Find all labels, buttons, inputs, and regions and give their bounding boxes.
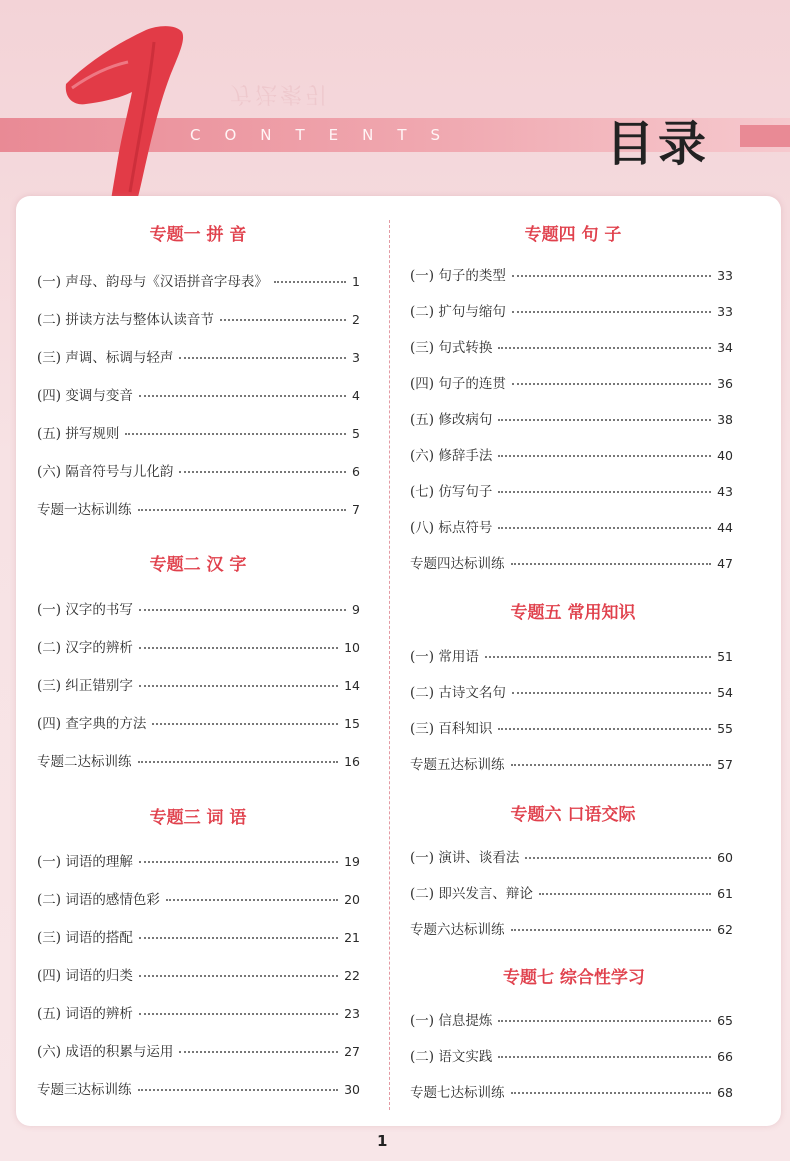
- toc-entry[interactable]: [410, 264, 733, 284]
- leader-dots: [139, 937, 338, 939]
- toc-entry[interactable]: [37, 1002, 360, 1022]
- toc-entry-page: 10: [344, 640, 360, 655]
- toc-entry[interactable]: [410, 846, 733, 866]
- toc-entry-label: (二) 即兴发言、辩论: [410, 886, 533, 902]
- toc-entry-page: 38: [717, 412, 733, 427]
- leader-dots: [525, 857, 711, 859]
- toc-entry[interactable]: [410, 882, 733, 902]
- leader-dots: [498, 728, 711, 730]
- toc-entry[interactable]: [37, 598, 360, 618]
- toc-entry-label: (六) 修辞手法: [410, 448, 493, 464]
- toc-entry-label: 专题四达标训练: [410, 556, 505, 572]
- page-number: 1: [377, 1132, 388, 1150]
- leader-dots: [511, 929, 712, 931]
- toc-entry[interactable]: [410, 717, 733, 737]
- toc-entry[interactable]: [37, 384, 360, 404]
- toc-entry[interactable]: [37, 712, 360, 732]
- toc-entry[interactable]: [410, 444, 733, 464]
- toc-entry-label: (一) 常用语: [410, 649, 479, 665]
- leader-dots: [139, 1013, 338, 1015]
- toc-entry-label: (一) 句子的类型: [410, 268, 506, 284]
- toc-entry-page: 15: [344, 716, 360, 731]
- page-title-text: 目录: [605, 115, 710, 172]
- toc-entry-label: (三) 声调、标调与轻声: [37, 350, 174, 366]
- toc-entry-label: 专题一达标训练: [37, 502, 132, 518]
- header-band-accent: [740, 125, 790, 147]
- leader-dots: [498, 419, 711, 421]
- toc-entry-page: 14: [344, 678, 360, 693]
- toc-entry-page: 9: [352, 602, 360, 617]
- toc-entry-page: 47: [717, 556, 733, 571]
- leader-dots: [179, 471, 346, 473]
- toc-entry-page: 7: [352, 502, 360, 517]
- toc-entry[interactable]: [37, 888, 360, 908]
- leader-dots: [512, 311, 711, 313]
- toc-entry-page: 36: [717, 376, 733, 391]
- leader-dots: [512, 692, 711, 694]
- toc-entry[interactable]: [410, 552, 733, 572]
- toc-entry-label: (二) 汉字的辨析: [37, 640, 133, 656]
- toc-entry-label: (三) 百科知识: [410, 721, 493, 737]
- section-title: 专题三 词 语: [149, 808, 247, 828]
- leader-dots: [485, 656, 711, 658]
- toc-entry[interactable]: [410, 336, 733, 356]
- leader-dots: [139, 861, 338, 863]
- section-title: 专题五 常用知识: [510, 603, 636, 623]
- toc-entry-page: 2: [352, 312, 360, 327]
- leader-dots: [498, 455, 711, 457]
- toc-entry-label: (二) 古诗文名句: [410, 685, 506, 701]
- toc-entry-label: (四) 词语的归类: [37, 968, 133, 984]
- toc-entry-page: 60: [717, 850, 733, 865]
- toc-entry-page: 5: [352, 426, 360, 441]
- toc-entry-page: 21: [344, 930, 360, 945]
- toc-entry-label: (四) 变调与变音: [37, 388, 133, 404]
- toc-entry-label: (六) 成语的积累与运用: [37, 1044, 174, 1060]
- leader-dots: [498, 527, 711, 529]
- toc-entry[interactable]: [410, 681, 733, 701]
- toc-entry[interactable]: [410, 480, 733, 500]
- toc-entry-label: (二) 扩句与缩句: [410, 304, 506, 320]
- toc-entry-label: (七) 仿写句子: [410, 484, 493, 500]
- leader-dots: [511, 1092, 712, 1094]
- toc-entry-page: 3: [352, 350, 360, 365]
- toc-entry[interactable]: [410, 516, 733, 536]
- toc-entry-label: (一) 信息提炼: [410, 1013, 493, 1029]
- toc-entry-page: 19: [344, 854, 360, 869]
- section-title: 专题一 拼 音: [149, 225, 247, 245]
- toc-entry-page: 57: [717, 757, 733, 772]
- toc-entry[interactable]: [37, 346, 360, 366]
- toc-entry-label: (一) 演讲、谈看法: [410, 850, 520, 866]
- leader-dots: [511, 563, 712, 565]
- toc-entry[interactable]: [37, 460, 360, 480]
- toc-entry-label: (四) 查字典的方法: [37, 716, 147, 732]
- toc-entry-page: 68: [717, 1085, 733, 1100]
- toc-entry-page: 23: [344, 1006, 360, 1021]
- toc-entry[interactable]: [37, 926, 360, 946]
- leader-dots: [139, 395, 346, 397]
- toc-entry-page: 62: [717, 922, 733, 937]
- section-title: 专题七 综合性学习: [503, 968, 645, 988]
- leader-dots: [498, 1020, 711, 1022]
- toc-entry-page: 1: [352, 274, 360, 289]
- leader-dots: [498, 347, 711, 349]
- toc-entry[interactable]: [37, 636, 360, 656]
- toc-entry-label: (五) 词语的辨析: [37, 1006, 133, 1022]
- leader-dots: [125, 433, 346, 435]
- toc-entry[interactable]: [37, 850, 360, 870]
- toc-entry-label: 专题三达标训练: [37, 1082, 132, 1098]
- toc-entry-page: 40: [717, 448, 733, 463]
- toc-entry-page: 44: [717, 520, 733, 535]
- toc-entry-page: 65: [717, 1013, 733, 1028]
- toc-entry-page: 6: [352, 464, 360, 479]
- column-divider: [389, 220, 390, 1110]
- leader-dots: [138, 761, 339, 763]
- leader-dots: [139, 609, 346, 611]
- toc-entry-label: (二) 拼读方法与整体认读音节: [37, 312, 214, 328]
- leader-dots: [511, 764, 712, 766]
- toc-entry[interactable]: [410, 300, 733, 320]
- toc-entry-label: 专题七达标训练: [410, 1085, 505, 1101]
- toc-entry[interactable]: [37, 498, 360, 518]
- toc-entry-label: (八) 标点符号: [410, 520, 493, 536]
- toc-entry-page: 22: [344, 968, 360, 983]
- section-title: 专题二 汉 字: [149, 555, 247, 575]
- leader-dots: [139, 975, 338, 977]
- toc-entry-label: (三) 纠正错别字: [37, 678, 133, 694]
- leader-dots: [166, 899, 338, 901]
- toc-entry-label: (三) 词语的搭配: [37, 930, 133, 946]
- toc-entry[interactable]: [37, 674, 360, 694]
- toc-entry[interactable]: [410, 753, 733, 773]
- leader-dots: [179, 357, 346, 359]
- toc-entry-label: (一) 汉字的书写: [37, 602, 133, 618]
- toc-entry-label: (六) 隔音符号与儿化韵: [37, 464, 174, 480]
- toc-entry[interactable]: [37, 1078, 360, 1098]
- toc-entry-page: 27: [344, 1044, 360, 1059]
- toc-entry-page: 43: [717, 484, 733, 499]
- section-title: 专题四 句 子: [524, 225, 622, 245]
- toc-entry-label: (三) 句式转换: [410, 340, 493, 356]
- toc-entry-page: 33: [717, 268, 733, 283]
- toc-entry-label: 专题二达标训练: [37, 754, 132, 770]
- contents-word: CONTENTS: [190, 126, 465, 144]
- toc-entry-page: 51: [717, 649, 733, 664]
- toc-entry[interactable]: [410, 918, 733, 938]
- toc-entry-label: (五) 拼写规则: [37, 426, 120, 442]
- toc-entry-page: 4: [352, 388, 360, 403]
- page-title: [578, 96, 738, 182]
- toc-entry[interactable]: [410, 1081, 733, 1101]
- toc-entry[interactable]: [410, 645, 733, 665]
- leader-dots: [138, 1089, 339, 1091]
- toc-entry-label: (二) 语文实践: [410, 1049, 493, 1065]
- leader-dots: [539, 893, 711, 895]
- leader-dots: [139, 647, 338, 649]
- toc-entry-label: (一) 词语的理解: [37, 854, 133, 870]
- leader-dots: [179, 1051, 338, 1053]
- toc-entry[interactable]: [410, 1045, 733, 1065]
- toc-entry-page: 33: [717, 304, 733, 319]
- leader-dots: [139, 685, 338, 687]
- toc-entry[interactable]: [410, 1009, 733, 1029]
- leader-dots: [152, 723, 338, 725]
- toc-entry[interactable]: [37, 422, 360, 442]
- toc-entry-page: 16: [344, 754, 360, 769]
- toc-entry-page: 34: [717, 340, 733, 355]
- toc-entry[interactable]: [37, 750, 360, 770]
- leader-dots: [498, 491, 711, 493]
- toc-entry-label: (五) 修改病句: [410, 412, 493, 428]
- leader-dots: [220, 319, 346, 321]
- toc-entry[interactable]: [410, 408, 733, 428]
- leader-dots: [498, 1056, 711, 1058]
- toc-entry[interactable]: [37, 270, 360, 290]
- toc-entry-page: 54: [717, 685, 733, 700]
- ghost-header-text: 方法索引: [230, 81, 331, 106]
- toc-entry-label: (四) 句子的连贯: [410, 376, 506, 392]
- toc-entry-page: 30: [344, 1082, 360, 1097]
- toc-entry-label: 专题六达标训练: [410, 922, 505, 938]
- toc-entry-page: 20: [344, 892, 360, 907]
- toc-entry-page: 66: [717, 1049, 733, 1064]
- toc-entry-label: (二) 词语的感情色彩: [37, 892, 160, 908]
- leader-dots: [512, 275, 711, 277]
- toc-entry[interactable]: [37, 1040, 360, 1060]
- toc-entry-page: 55: [717, 721, 733, 736]
- toc-entry-label: 专题五达标训练: [410, 757, 505, 773]
- leader-dots: [138, 509, 347, 511]
- leader-dots: [512, 383, 711, 385]
- section-title: 专题六 口语交际: [510, 805, 636, 825]
- toc-entry[interactable]: [37, 964, 360, 984]
- leader-dots: [274, 281, 346, 283]
- toc-entry-label: (一) 声母、韵母与《汉语拼音字母表》: [37, 274, 268, 290]
- toc-entry-page: 61: [717, 886, 733, 901]
- toc-entry[interactable]: [37, 308, 360, 328]
- toc-entry[interactable]: [410, 372, 733, 392]
